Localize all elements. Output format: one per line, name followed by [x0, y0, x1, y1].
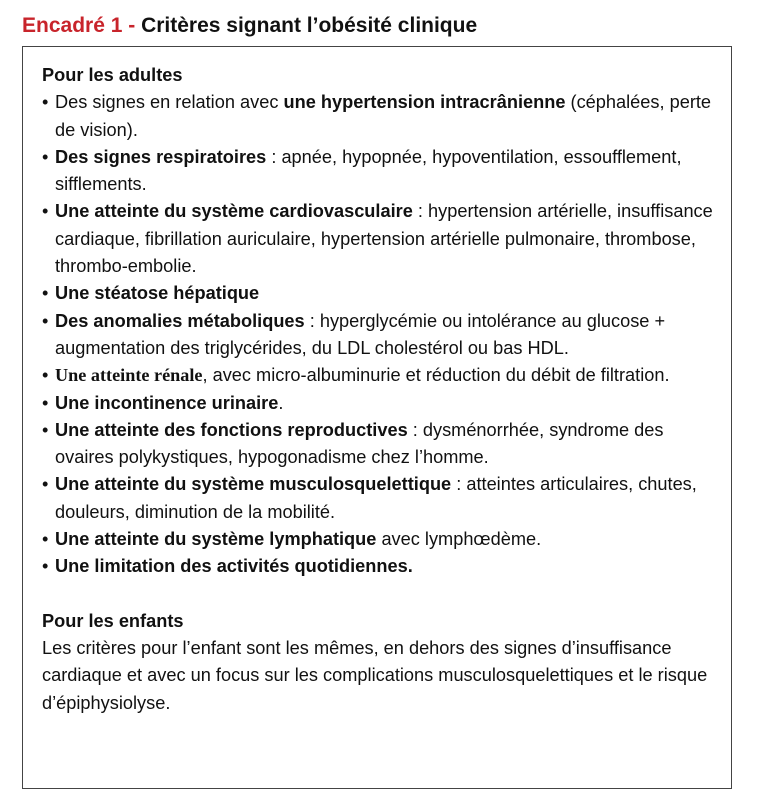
- criterion-item: [42, 362, 719, 389]
- criterion-highlight: Une atteinte du système cardiovasculaire: [55, 201, 413, 222]
- criterion-detail: : hyperglycémie ou intolérance au glucose + augmentation des triglycérides, du LDL cholestérol ou bas HDL.: [55, 310, 666, 358]
- section-spacer: [42, 581, 719, 608]
- criterion-item: [42, 417, 719, 472]
- criterion-highlight: Une atteinte rénale: [55, 365, 203, 386]
- box-label: Encadré 1: [22, 14, 123, 37]
- criterion-item: [42, 144, 719, 199]
- criterion-highlight: Des signes respiratoires: [55, 146, 267, 167]
- criteria-box: [22, 46, 732, 789]
- title-separator: -: [122, 14, 142, 37]
- criterion-detail: : atteintes articulaires, chutes, douleurs, diminution de la mobilité.: [55, 474, 697, 522]
- criterion-item: [42, 308, 719, 363]
- adults-heading: Pour les adultes: [42, 65, 183, 85]
- criterion-highlight: Une atteinte du système musculosquelettique: [55, 474, 452, 495]
- criterion-highlight: Une atteinte des fonctions reproductives: [55, 419, 408, 440]
- criterion-item: [42, 390, 719, 417]
- criterion-detail: : dysménorrhée, syndrome des ovaires polykystiques, hypogonadisme chez l’homme.: [55, 419, 664, 468]
- box-title-text: Critères signant l’obésité clinique: [141, 14, 478, 37]
- criterion-highlight: Des anomalies métaboliques: [55, 310, 305, 331]
- criterion-detail: .: [278, 392, 284, 413]
- children-heading: Pour les enfants: [42, 610, 184, 631]
- criterion-item: [42, 553, 719, 580]
- criterion-item: [42, 89, 719, 144]
- criterion-item: [42, 280, 719, 307]
- criterion-detail: , avec micro-albuminurie et réduction du débit de filtration.: [202, 365, 670, 386]
- criterion-highlight: Une stéatose hépatique: [55, 283, 260, 304]
- criterion-item: [42, 471, 719, 526]
- children-text: Les critères pour l’enfant sont les mêmes, en dehors des signes d’insuffisance cardiaque et avec un focus sur les complications musculosquelettiques et le risque d’épiphysiolyse.: [42, 637, 708, 713]
- criterion-item: [42, 198, 719, 280]
- criterion-highlight: une hypertension intracrânienne: [283, 92, 566, 113]
- criterion-item: [42, 526, 719, 553]
- criterion-detail: : apnée, hypopnée, hypoventilation, essoufflement, sifflements.: [55, 146, 682, 195]
- criterion-highlight: Une limitation des activités quotidiennes.: [55, 556, 413, 577]
- criterion-highlight: Une atteinte du système lymphatique: [55, 529, 377, 550]
- criterion-prefix: Des signes en relation avec: [55, 92, 284, 113]
- criterion-detail: (céphalées, perte de vision).: [55, 92, 712, 140]
- criterion-detail: : hypertension artérielle, insuffisance cardiaque, fibrillation auriculaire, hypertension artérielle pulmonaire, thrombose, thrombo-embolie.: [55, 201, 713, 277]
- criterion-highlight: Une incontinence urinaire: [55, 392, 279, 413]
- adults-criteria-list: [42, 89, 719, 580]
- criterion-detail: avec lymphœdème.: [376, 529, 542, 550]
- box-title: [22, 12, 477, 40]
